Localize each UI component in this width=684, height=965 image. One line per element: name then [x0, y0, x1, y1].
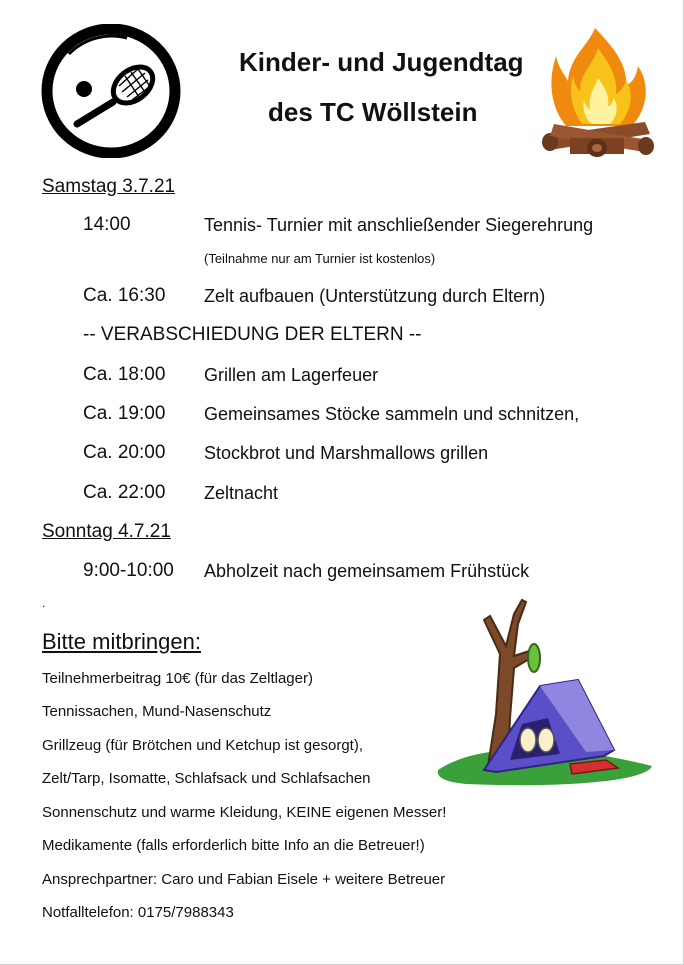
bring-item: Medikamente (falls erforderlich bitte Info an die Betreuer!) [42, 837, 425, 854]
event-text: Abholzeit nach gemeinsamem Frühstück [204, 561, 530, 581]
bring-item: Teilnehmerbeitrag 10€ (für das Zeltlager) [42, 670, 313, 687]
bring-item: Tennissachen, Mund-Nasenschutz [42, 703, 272, 720]
event-text: Gemeinsames Stöcke sammeln und schnitzen, [204, 404, 580, 424]
event-text: Grillen am Lagerfeuer [204, 365, 379, 385]
event-time: Ca. 22:00 [83, 482, 166, 503]
event-time: 9:00-10:00 [83, 560, 174, 581]
bring-item: Grillzeug (für Brötchen und Ketchup ist gesorgt), [42, 737, 363, 754]
bring-item: Notfalltelefon: 0175/7988343 [42, 904, 234, 921]
bring-item: Zelt/Tarp, Isomatte, Schlafsack und Schlafsachen [42, 770, 371, 787]
page-title-line-1: Kinder- und Jugendtag [239, 47, 524, 77]
parents-farewell-separator: -- VERABSCHIEDUNG DER ELTERN -- [83, 324, 422, 345]
bring-heading: Bitte mitbringen: [42, 629, 201, 654]
event-text: Tennis- Turnier mit anschließender Siegerehrung [204, 215, 594, 235]
campfire-icon [540, 26, 658, 158]
event-time: Ca. 20:00 [83, 442, 166, 463]
stray-dot: . [42, 596, 46, 610]
bring-item: Sonnenschutz und warme Kleidung, KEINE eigenen Messer! [42, 804, 447, 821]
sunday-heading: Sonntag 4.7.21 [42, 521, 171, 542]
event-time: Ca. 18:00 [83, 364, 166, 385]
page-title-line-2: des TC Wöllstein [268, 97, 478, 127]
event-time: Ca. 16:30 [83, 285, 166, 306]
event-text: Stockbrot und Marshmallows grillen [204, 443, 489, 463]
tent-under-tree-illustration [436, 594, 658, 790]
event-note: (Teilnahme nur am Turnier ist kostenlos) [204, 251, 436, 266]
saturday-heading: Samstag 3.7.21 [42, 176, 176, 197]
event-text: Zelt aufbauen (Unterstützung durch Eltern) [204, 286, 546, 306]
event-time: Ca. 19:00 [83, 403, 166, 424]
bring-item: Ansprechpartner: Caro und Fabian Eisele + weitere Betreuer [42, 871, 446, 888]
tennis-club-logo-icon [41, 24, 181, 158]
event-text: Zeltnacht [204, 483, 279, 503]
event-time: 14:00 [83, 214, 131, 235]
